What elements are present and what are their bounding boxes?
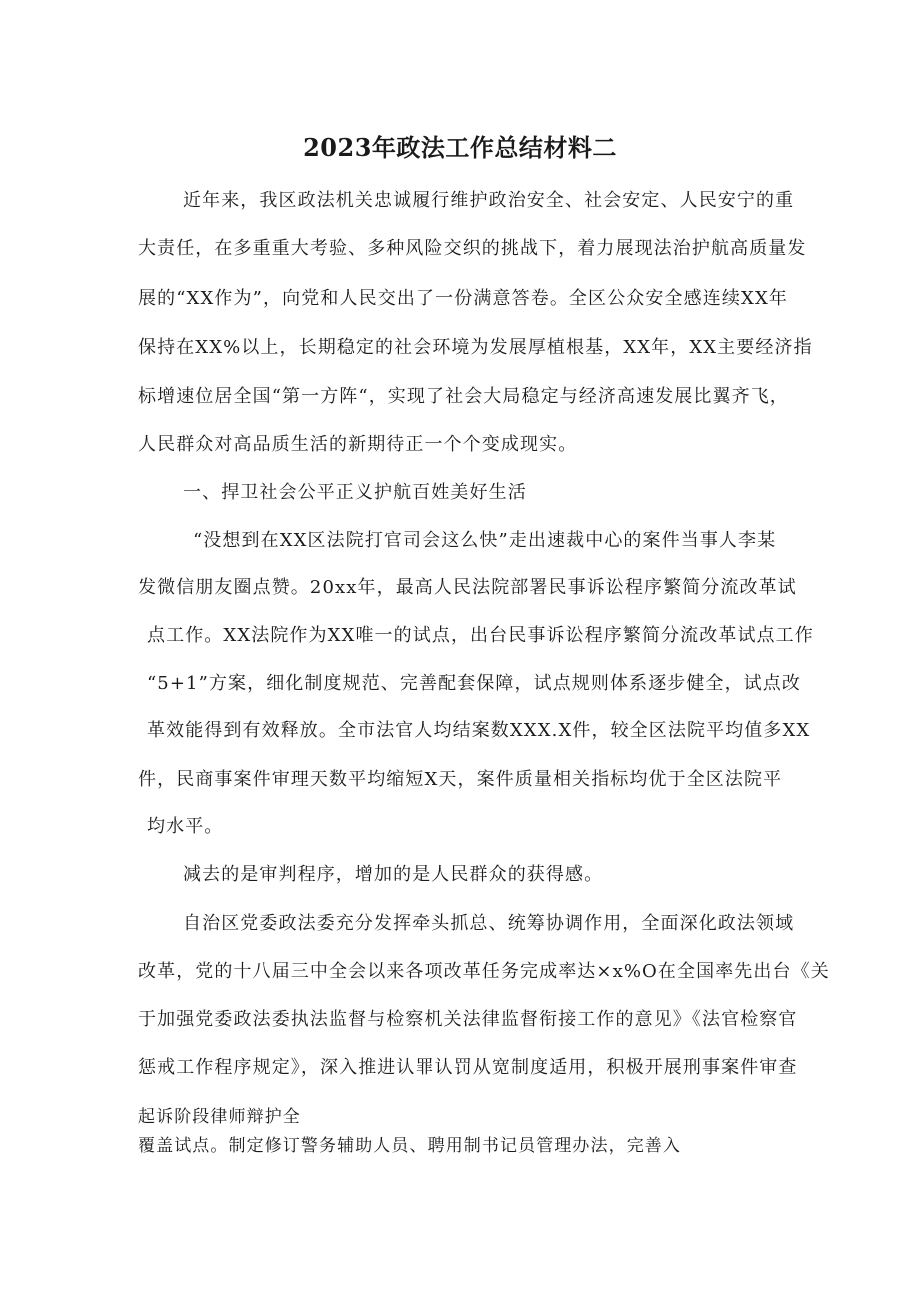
paragraph-line: 保持在XX%以上，长期稳定的社会环境为发展厚植根基，XX年，XX主要经济指 <box>138 337 813 358</box>
paragraph-line: 点工作。XX法院作为XX唯一的试点，出台民事诉讼程序繁简分流改革试点工作 <box>147 625 814 646</box>
paragraph-line: 展的“XX作为”，向党和人民交出了一份满意答卷。全区公众安全感连续XX年 <box>138 288 788 309</box>
paragraph-line: 人民群众对高品质生活的新期待正一个个变成现实。 <box>138 434 578 455</box>
paragraph-line: 改革，党的十八届三中全会以来各项改革任务完成率达×x%O在全国率先出台《关 <box>138 961 830 982</box>
paragraph-line: 惩戒工作程序规定》，深入推进认罪认罚从宽制度适用，积极开展刑事案件审查 <box>138 1057 798 1078</box>
paragraph-line: 减去的是审判程序，增加的是人民群众的获得感。 <box>183 864 604 885</box>
paragraph-line: 大责任，在多重重大考验、多种风险交织的挑战下，着力展现法治护航高质量发 <box>138 238 807 259</box>
section-heading: 一、捍卫社会公平正义护航百姓美好生活 <box>183 482 527 503</box>
paragraph-line: 于加强党委政法委执法监督与检察机关法律监督衔接工作的意见》《法官检察官 <box>138 1009 798 1030</box>
paragraph-line: 革效能得到有效释放。全市法官人均结案数XXX.X件，较全区法院平均值多XX <box>147 720 811 741</box>
paragraph-line: 起诉阶段律师辩护全 <box>138 1107 301 1127</box>
paragraph-line: 自治区党委政法委充分发挥牵头抓总、统筹协调作用，全面深化政法领域 <box>183 913 795 934</box>
paragraph-line: 发微信朋友圈点赞。20xx年，最高人民法院部署民事诉讼程序繁简分流改革试 <box>138 577 797 598</box>
paragraph-line: 均水平。 <box>147 816 224 837</box>
paragraph-line: 件，民商事案件审理天数平均缩短X天，案件质量相关指标均优于全区法院平 <box>138 769 783 790</box>
paragraph-line: “没想到在XX区法院打官司会这么快”走出速裁中心的案件当事人李某 <box>193 530 777 551</box>
paragraph-line: 标增速位居全国“第一方阵“，实现了社会大局稳定与经济高速发展比翼齐飞， <box>138 386 789 407</box>
paragraph-line: 覆盖试点。制定修订警务辅助人员、聘用制书记员管理办法，完善入 <box>138 1136 681 1156</box>
document-title: 2023年政法工作总结材料二 <box>303 133 617 162</box>
paragraph-line: 近年来，我区政法机关忠诚履行维护政治安全、社会安定、人民安宁的重 <box>183 190 795 211</box>
paragraph-line: “5+1”方案，细化制度规范、完善配套保障，试点规则体系逐步健全，试点改 <box>147 673 801 694</box>
